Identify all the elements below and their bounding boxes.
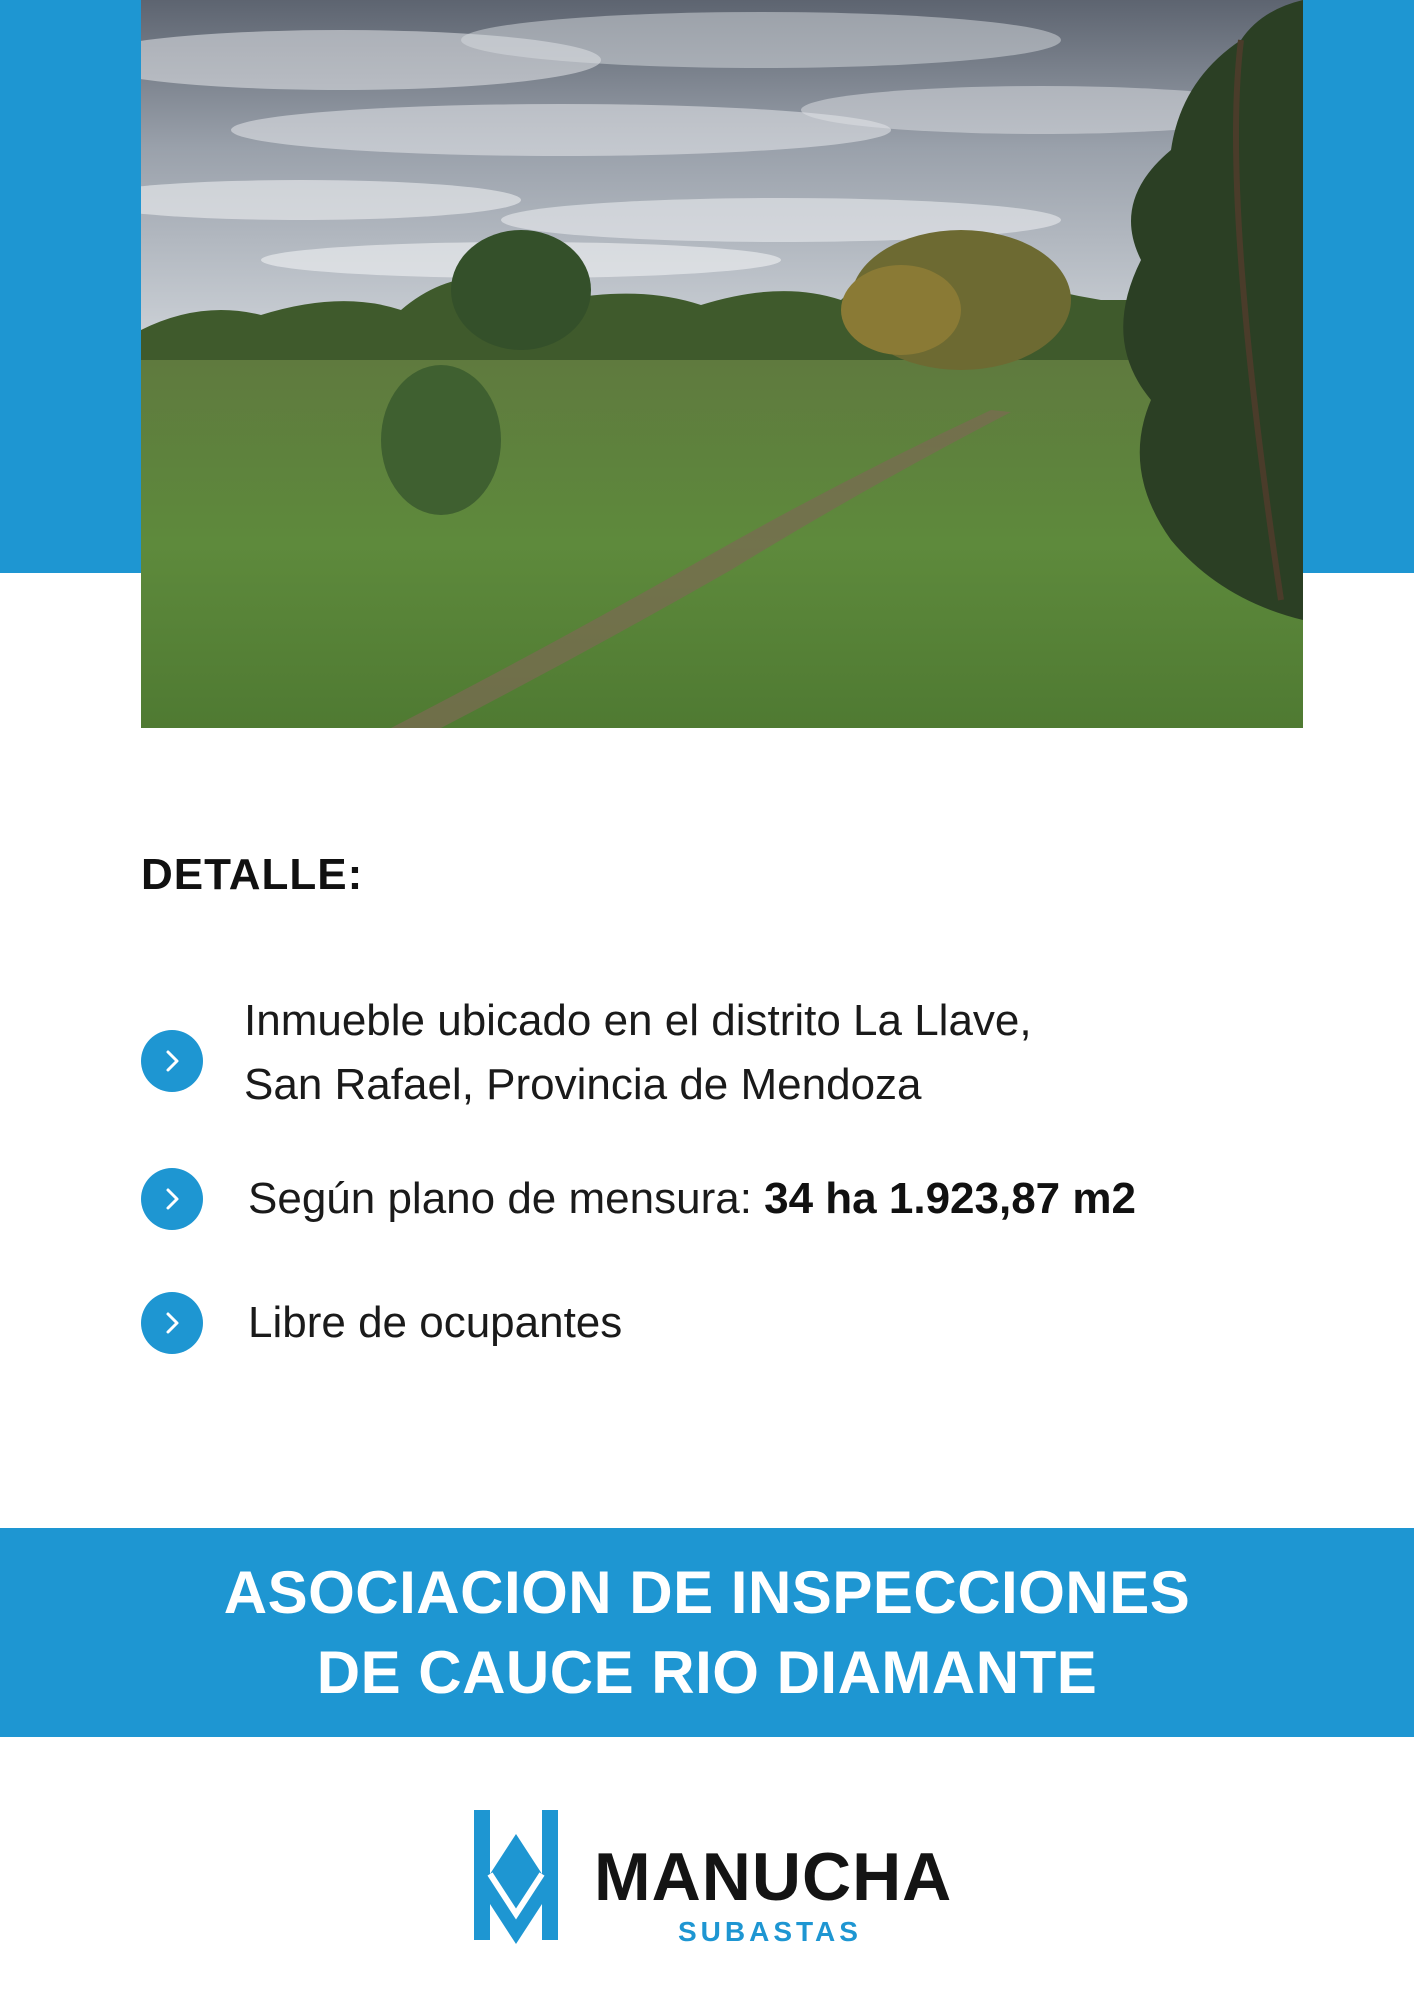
occupancy-text: Libre de ocupantes <box>248 1298 623 1347</box>
brand-logo <box>468 1800 953 1950</box>
list-item-location <box>141 990 1301 1120</box>
banner-line-1: ASOCIACION DE INSPECCIONES <box>223 1558 1191 1626</box>
banner-line-2: DE CAUCE RIO DIAMANTE <box>316 1638 1098 1706</box>
chevron-right-icon <box>141 1168 203 1230</box>
list-item-occupancy <box>141 1292 1301 1354</box>
detail-heading: DETALLE: <box>141 850 364 899</box>
list-item-area <box>141 1168 1301 1230</box>
chevron-right-icon <box>141 1292 203 1354</box>
location-line-2: San Rafael, Provincia de Mendoza <box>244 1060 922 1109</box>
chevron-right-icon <box>141 1030 203 1092</box>
area-text <box>248 1168 1136 1230</box>
logo-mark-icon <box>468 1804 564 1946</box>
logo-name: MANUCHA <box>594 1839 953 1915</box>
landscape-image <box>141 0 1303 728</box>
area-label: Según plano de mensura: <box>248 1174 765 1223</box>
logo-subtitle: SUBASTAS <box>678 1916 862 1947</box>
location-line-1: Inmueble ubicado en el distrito La Llave, <box>244 996 1032 1045</box>
property-photo <box>141 0 1303 728</box>
area-value: 34 ha 1.923,87 m2 <box>764 1174 1136 1223</box>
organization-banner <box>0 1528 1414 1737</box>
